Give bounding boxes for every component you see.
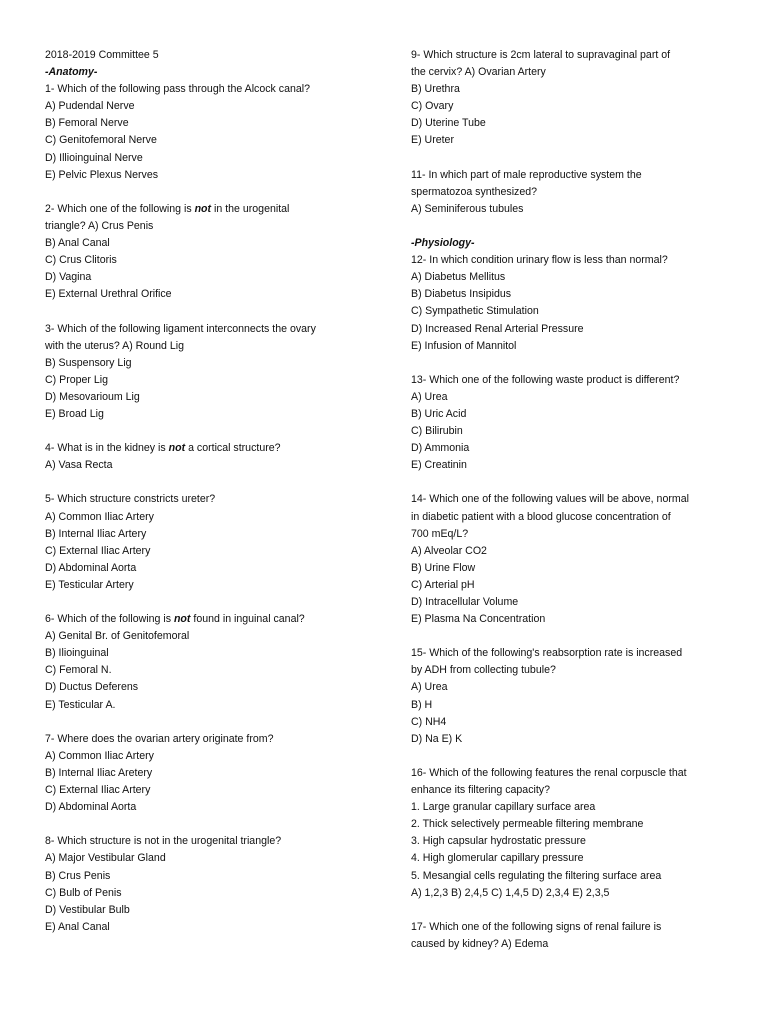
answer-option: E) Testicular A. [45,698,116,711]
answer-option: E) Pelvic Plexus Nerves [45,168,159,181]
question-5 [45,491,380,594]
question-stem: triangle? A) Crus Penis [45,219,154,232]
answer-option: C) Ovary [411,100,454,113]
answer-option: A) Common Iliac Artery [45,749,154,762]
answer-option: D) Vagina [45,271,92,284]
answer-option: E) Broad Lig [45,407,104,420]
answer-option: A) Alveolar CO2 [411,544,487,557]
question-4 [45,440,380,474]
question-11 [411,167,731,218]
answer-option: B) Internal Iliac Artery [45,527,147,540]
answer-option: E) Anal Canal [45,920,110,933]
question-stem: the cervix? A) Ovarian Artery [411,66,546,79]
answer-option: D) Abdominal Aorta [45,801,137,814]
question-stem: 1- Which of the following pass through the Alcock canal? [45,83,310,96]
answer-option: D) Ductus Deferens [45,681,139,694]
answer-option: B) Diabetus Insipidus [411,288,512,301]
question-1 [45,81,380,184]
answer-option: C) Arterial pH [411,578,475,591]
right-column [411,47,731,953]
answer-option: C) Genitofemoral Nerve [45,134,157,147]
answer-option: B) Urine Flow [411,561,476,574]
anatomy-heading: -Anatomy- [45,66,98,79]
answer-option: E) Testicular Artery [45,578,134,591]
answer-option: B) Femoral Nerve [45,117,129,130]
question-stem: 4- What is in the kidney is not a cortical structure? [45,442,281,455]
answer-option: B) Anal Canal [45,237,110,250]
question-stem: 12- In which condition urinary flow is less than normal? [411,254,668,267]
question-stem: 16- Which of the following features the renal corpuscle that [411,766,687,779]
answer-option: B) Uric Acid [411,407,467,420]
answer-option: A) Common Iliac Artery [45,510,154,523]
answer-option: E) Infusion of Mannitol [411,339,517,352]
question-15 [411,645,731,748]
question-9 [411,47,731,150]
answer-option: C) External Iliac Artery [45,544,151,557]
answer-option: A) Diabetus Mellitus [411,271,506,284]
answer-option: E) Ureter [411,134,454,147]
answer-option: C) Femoral N. [45,664,112,677]
question-2 [45,201,380,304]
question-stem: 3- Which of the following ligament interconnects the ovary [45,322,316,335]
answer-option: B) Crus Penis [45,869,111,882]
question-stem: by ADH from collecting tubule? [411,664,556,677]
answer-option: D) Increased Renal Arterial Pressure [411,322,584,335]
answer-option: A) Major Vestibular Gland [45,852,166,865]
question-stem: 8- Which structure is not in the urogenital triangle? [45,835,282,848]
answer-option: C) External Iliac Artery [45,784,151,797]
answer-option: B) H [411,698,433,711]
question-stem: caused by kidney? A) Edema [411,937,549,950]
answer-option: B) Urethra [411,83,460,96]
question-12 [411,252,731,355]
question-17 [411,919,731,953]
question-6 [45,611,380,714]
question-stem: enhance its filtering capacity? [411,784,550,797]
emphasis-not: not [168,442,186,455]
question-stem: 13- Which one of the following waste product is different? [411,373,680,386]
question-stem: 700 mEq/L? [411,527,469,540]
left-column [45,47,380,936]
question-stem: 2- Which one of the following is not in the urogenital [45,202,290,215]
answer-option: C) Bulb of Penis [45,886,122,899]
question-stem: 7- Where does the ovarian artery originate from? [45,732,274,745]
question-stem: spermatozoa synthesized? [411,185,538,198]
question-7 [45,731,380,816]
question-stem: 11- In which part of male reproductive system the [411,168,642,181]
answer-option: 1. Large granular capillary surface area [411,801,596,814]
answer-option: A) Pudendal Nerve [45,100,135,113]
answer-option: D) Uterine Tube [411,117,486,130]
emphasis-not: not [173,613,191,626]
answer-option: C) Proper Lig [45,373,108,386]
answer-option: 3. High capsular hydrostatic pressure [411,835,586,848]
question-13 [411,372,731,475]
answer-option: A) 1,2,3 B) 2,4,5 C) 1,4,5 D) 2,3,4 E) 2,3,5 [411,886,610,899]
answer-option: D) Mesovarioum Lig [45,390,140,403]
emphasis-not: not [194,202,212,215]
physiology-heading: -Physiology- [411,237,475,250]
answer-option: A) Genital Br. of Genitofemoral [45,630,190,643]
answer-option: D) Ammonia [411,442,470,455]
answer-option: B) Ilioinguinal [45,647,109,660]
question-3 [45,321,380,424]
question-16 [411,765,731,902]
answer-option: A) Vasa Recta [45,459,113,472]
question-stem: with the uterus? A) Round Lig [45,339,184,352]
answer-option: C) Bilirubin [411,425,463,438]
committee-title: 2018-2019 Committee 5 [45,49,159,61]
answer-option: C) Sympathetic Stimulation [411,305,539,318]
answer-option: 2. Thick selectively permeable filtering membrane [411,818,644,831]
answer-option: E) Creatinin [411,459,467,472]
question-stem: 6- Which of the following is not found in inguinal canal? [45,613,305,626]
answer-option: 4. High glomerular capillary pressure [411,852,584,865]
answer-option: 5. Mesangial cells regulating the filtering surface area [411,869,662,882]
question-8 [45,833,380,936]
question-14 [411,491,731,628]
answer-option: D) Na E) K [411,732,463,745]
answer-option: E) Plasma Na Concentration [411,613,546,626]
answer-option: B) Internal Iliac Aretery [45,766,153,779]
question-stem: 9- Which structure is 2cm lateral to supravaginal part of [411,49,671,61]
answer-option: A) Seminiferous tubules [411,202,524,215]
answer-option: D) Abdominal Aorta [45,561,137,574]
answer-option: D) Vestibular Bulb [45,903,130,916]
answer-option: D) Intracellular Volume [411,596,519,608]
answer-option: B) Suspensory Lig [45,356,132,369]
question-stem: 5- Which structure constricts ureter? [45,493,216,506]
answer-option: A) Urea [411,681,448,694]
question-stem: 14- Which one of the following values will be above, normal [411,493,689,506]
answer-option: D) Illioinguinal Nerve [45,151,143,164]
question-stem: 15- Which of the following's reabsorption rate is increased [411,647,683,660]
question-stem: in diabetic patient with a blood glucose concentration of [411,510,671,523]
answer-option: E) External Urethral Orifice [45,288,172,301]
answer-option: C) NH4 [411,715,447,728]
question-stem: 17- Which one of the following signs of renal failure is [411,920,662,933]
answer-option: A) Urea [411,390,448,403]
answer-option: C) Crus Clitoris [45,254,117,267]
